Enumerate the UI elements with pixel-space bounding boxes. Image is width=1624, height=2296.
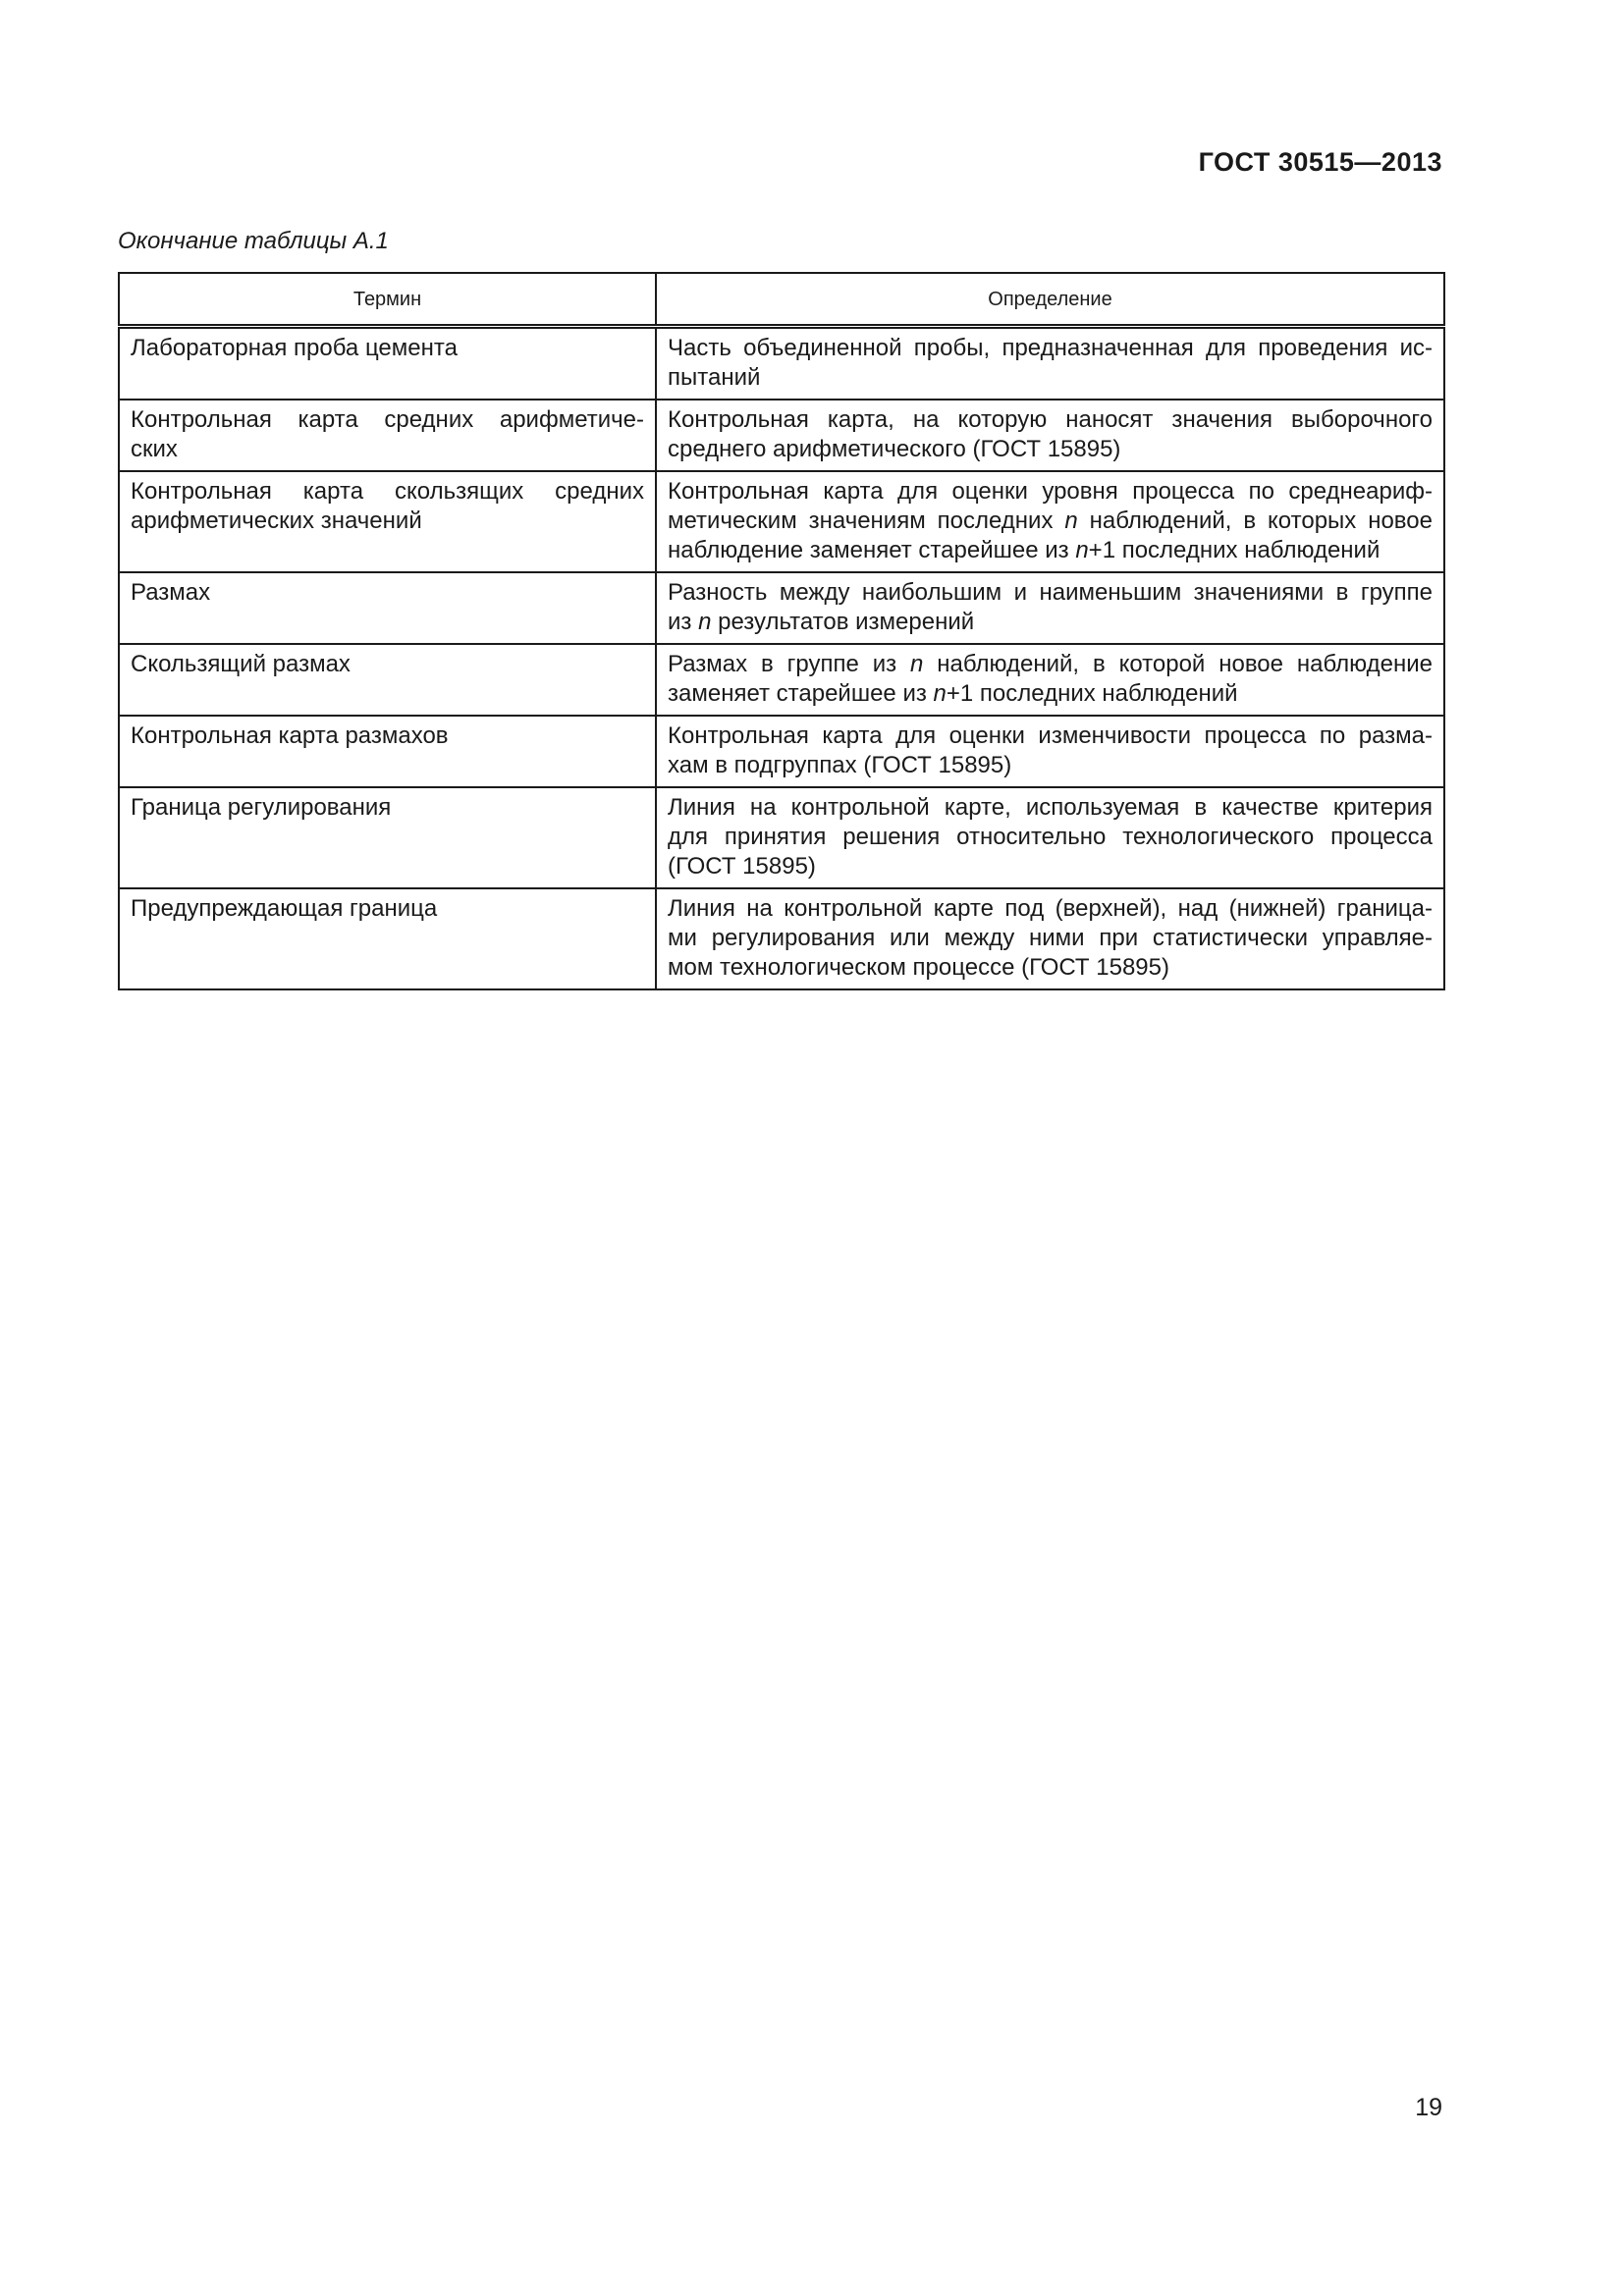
definition-line: Линия на контрольной карте под (верхней), над (нижней) граница- — [668, 895, 1433, 922]
definition-cell — [656, 644, 1444, 716]
term-cell — [119, 888, 656, 989]
document-standard-header: ГОСТ 30515—2013 — [1198, 147, 1442, 177]
definition-line: метическим значениям последних n наблюдений, в которых новое — [668, 507, 1433, 534]
table-row — [119, 644, 1444, 716]
definition-cell — [656, 471, 1444, 572]
table-row — [119, 400, 1444, 471]
definition-line: Контрольная карта для оценки уровня процесса по среднеариф- — [668, 478, 1433, 505]
term-cell — [119, 400, 656, 471]
term-cell — [119, 572, 656, 644]
definition-line: среднего арифметического (ГОСТ 15895) — [668, 436, 1121, 462]
definition-cell — [656, 400, 1444, 471]
definition-line: наблюдение заменяет старейшее из n+1 последних наблюдений — [668, 537, 1380, 563]
definition-cell — [656, 888, 1444, 989]
term-line: ских — [131, 436, 178, 462]
column-header-definition: Определение — [656, 273, 1444, 327]
definition-cell — [656, 787, 1444, 888]
page-number: 19 — [1415, 2094, 1442, 2121]
term-line: Лабораторная проба цемента — [131, 335, 458, 361]
definition-line: Размах в группе из n наблюдений, в которой новое наблюдение — [668, 651, 1433, 677]
column-header-term: Термин — [119, 273, 656, 327]
definition-cell — [656, 572, 1444, 644]
term-line: Контрольная карта средних арифметиче- — [131, 406, 644, 433]
definition-line: мом технологическом процессе (ГОСТ 15895) — [668, 954, 1169, 981]
definition-line: Контрольная карта, на которую наносят значения выборочного — [668, 406, 1433, 433]
term-line: Предупреждающая граница — [131, 895, 438, 922]
table-body — [119, 327, 1444, 990]
term-cell — [119, 644, 656, 716]
term-cell — [119, 787, 656, 888]
table-row — [119, 471, 1444, 572]
term-line: Контрольная карта скользящих средних — [131, 478, 644, 505]
term-line: Контрольная карта размахов — [131, 722, 449, 749]
term-line: Скользящий размах — [131, 651, 351, 677]
terms-table — [118, 272, 1445, 990]
table-row — [119, 888, 1444, 989]
definition-cell — [656, 716, 1444, 787]
table-header-row — [119, 273, 1444, 327]
term-cell — [119, 327, 656, 400]
table-row — [119, 716, 1444, 787]
definition-line: (ГОСТ 15895) — [668, 853, 816, 880]
definition-line: пытаний — [668, 364, 761, 391]
definition-line: ми регулирования или между ними при статистически управляе- — [668, 925, 1433, 951]
definition-line: Разность между наибольшим и наименьшим значениями в группе — [668, 579, 1433, 606]
definition-cell — [656, 327, 1444, 400]
term-cell — [119, 471, 656, 572]
term-line: Размах — [131, 579, 211, 606]
table-row — [119, 327, 1444, 400]
definition-line: заменяет старейшее из n+1 последних наблюдений — [668, 680, 1238, 707]
definition-line: Линия на контрольной карте, используемая в качестве критерия — [668, 794, 1433, 821]
definition-line: из n результатов измерений — [668, 609, 975, 635]
table-row — [119, 787, 1444, 888]
definition-line: для принятия решения относительно технологического процесса — [668, 824, 1433, 850]
definition-line: Часть объединенной пробы, предназначенная для проведения ис- — [668, 335, 1433, 361]
definition-line: Контрольная карта для оценки изменчивости процесса по разма- — [668, 722, 1433, 749]
term-cell — [119, 716, 656, 787]
definition-line: хам в подгруппах (ГОСТ 15895) — [668, 752, 1012, 778]
table-caption: Окончание таблицы А.1 — [118, 228, 389, 254]
term-line: Граница регулирования — [131, 794, 392, 821]
term-line: арифметических значений — [131, 507, 422, 534]
table-row — [119, 572, 1444, 644]
